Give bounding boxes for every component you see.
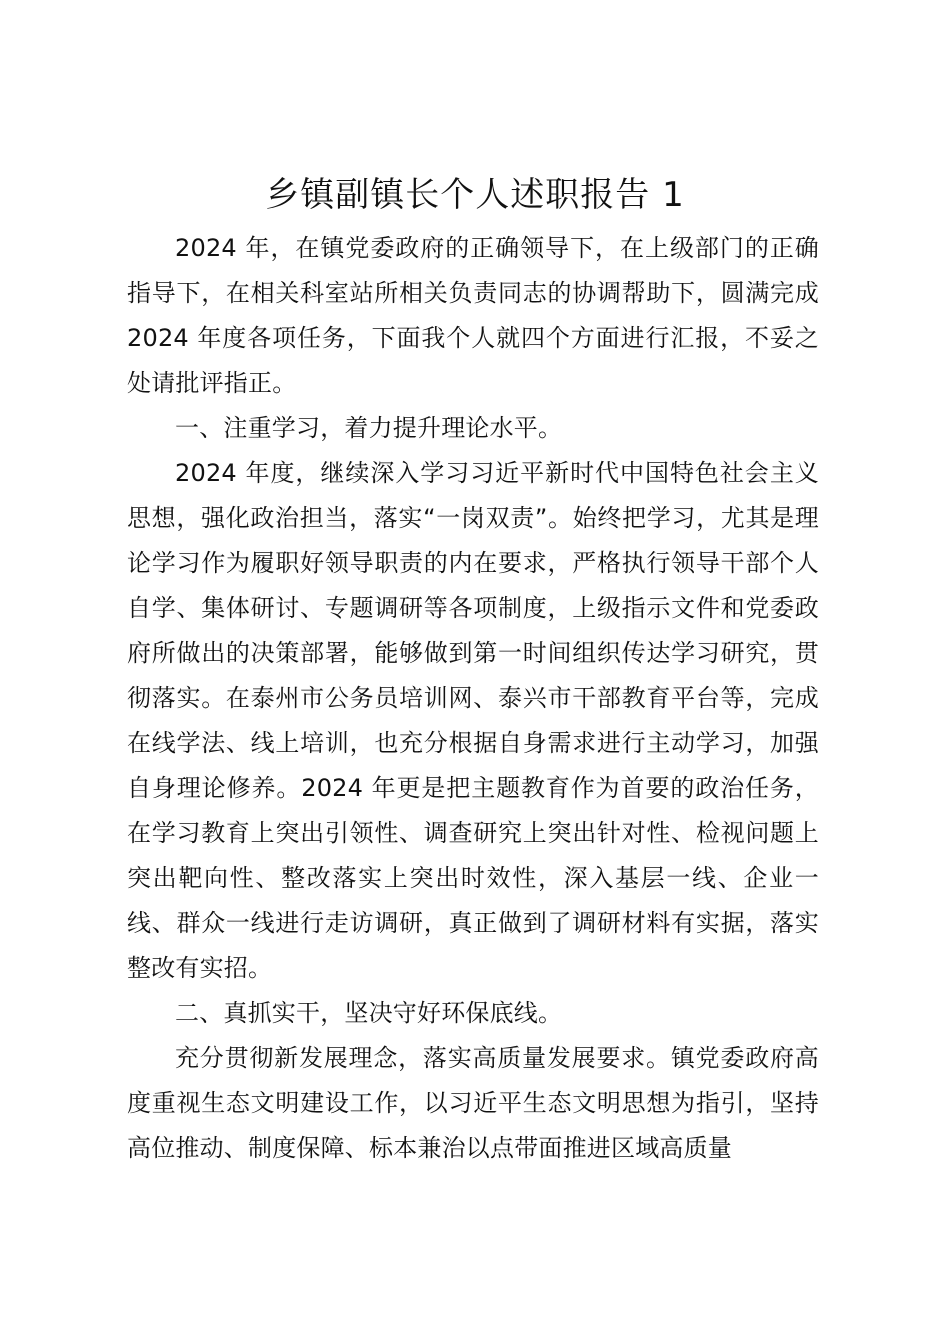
paragraph-intro: 2024 年，在镇党委政府的正确领导下，在上级部门的正确指导下，在相关科室站所相关负责同志的协调帮助下，圆满完成 2024 年度各项任务，下面我个人就四个方面进行汇报，不妥之处请批评指正。 (127, 234, 819, 397)
paragraph-section-2: 充分贯彻新发展理念，落实高质量发展要求。镇党委政府高度重视生态文明建设工作，以习近平生态文明思想为指引，坚持高位推动、制度保障、标本兼治以点带面推进区域高质量 (127, 1044, 819, 1162)
section-heading-1: 一、注重学习，着力提升理论水平。 (175, 414, 563, 442)
document-body (127, 226, 819, 1171)
paragraph-section-1: 2024 年度，继续深入学习习近平新时代中国特色社会主义思想，强化政治担当，落实“一岗双责”。始终把学习，尤其是理论学习作为履职好领导职责的内在要求，严格执行领导干部个人自学、集体研讨、专题调研等各项制度，上级指示文件和党委政府所做出的决策部署，能够做到第一时间组织传达学习研究，贯彻落实。在泰州市公务员培训网、泰兴市干部教育平台等，完成在线学法、线上培训，也充分根据自身需求进行主动学习，加强自身理论修养。2024 年更是把主题教育作为首要的政治任务，在学习教育上突出引领性、调查研究上突出针对性、检视问题上突出靶向性、整改落实上突出时效性，深入基层一线、企业一线、群众一线进行走访调研，真正做到了调研材料有实据，落实整改有实招。 (127, 459, 819, 982)
section-heading-2: 二、真抓实干，坚决守好环保底线。 (175, 999, 563, 1027)
document-title: 乡镇副镇长个人述职报告 1 (265, 175, 685, 215)
